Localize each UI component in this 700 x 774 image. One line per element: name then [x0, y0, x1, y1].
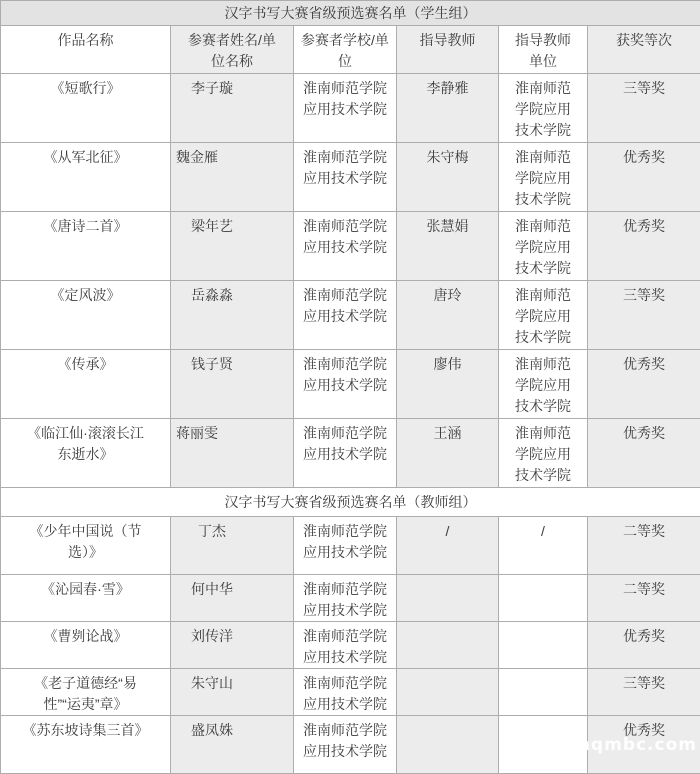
table-row — [1, 419, 700, 488]
participant-name-cell: 刘传洋 — [171, 622, 294, 669]
teacher-unit-cell: 淮南师范学院应用技术学院 — [499, 74, 588, 143]
participant-name-cell: 李子璇 — [171, 74, 294, 143]
teacher-section-body — [1, 517, 700, 774]
teacher-unit-cell: / — [499, 517, 588, 575]
participant-name-cell: 盛凤姝 — [171, 716, 294, 774]
award-cell: 优秀奖 — [588, 143, 700, 212]
participant-name-cell: 朱守山 — [171, 669, 294, 716]
column-header-participant-school: 参赛者学校/单位 — [294, 26, 397, 74]
teacher-name-cell: 朱守梅 — [397, 143, 499, 212]
teacher-name-cell — [397, 716, 499, 774]
award-cell: 优秀奖 — [588, 716, 700, 774]
teacher-name-cell: 李静雅 — [397, 74, 499, 143]
work-title-cell: 《少年中国说（节选）》 — [1, 517, 171, 575]
participant-name-cell: 蒋丽雯 — [171, 419, 294, 488]
work-title-cell: 《老子道德经“易性”“运夷”章》 — [1, 669, 171, 716]
award-cell: 二等奖 — [588, 575, 700, 622]
participant-school-cell: 淮南师范学院应用技术学院 — [294, 281, 397, 350]
table-header-row — [1, 26, 700, 74]
table-row — [1, 669, 700, 716]
award-cell: 优秀奖 — [588, 419, 700, 488]
teacher-name-cell: 王涵 — [397, 419, 499, 488]
participant-school-cell: 淮南师范学院应用技术学院 — [294, 622, 397, 669]
teacher-unit-cell — [499, 716, 588, 774]
column-header-participant-name: 参赛者姓名/单位名称 — [171, 26, 294, 74]
work-title-cell: 《苏东坡诗集三首》 — [1, 716, 171, 774]
work-title-cell: 《曹刿论战》 — [1, 622, 171, 669]
teacher-name-cell — [397, 575, 499, 622]
participant-school-cell: 淮南师范学院应用技术学院 — [294, 143, 397, 212]
table-row — [1, 281, 700, 350]
teacher-name-cell — [397, 622, 499, 669]
participant-school-cell: 淮南师范学院应用技术学院 — [294, 669, 397, 716]
teacher-unit-cell: 淮南师范学院应用技术学院 — [499, 212, 588, 281]
award-cell: 优秀奖 — [588, 350, 700, 419]
section-title-teachers: 汉字书写大赛省级预选赛名单（教师组） — [1, 488, 700, 517]
teacher-unit-cell — [499, 622, 588, 669]
teacher-unit-cell — [499, 575, 588, 622]
work-title-cell: 《从军北征》 — [1, 143, 171, 212]
work-title-cell: 《短歌行》 — [1, 74, 171, 143]
award-cell: 三等奖 — [588, 74, 700, 143]
table-row — [1, 143, 700, 212]
teacher-name-cell — [397, 669, 499, 716]
participant-name-cell: 岳淼淼 — [171, 281, 294, 350]
teacher-unit-cell: 淮南师范学院应用技术学院 — [499, 419, 588, 488]
teacher-unit-cell: 淮南师范学院应用技术学院 — [499, 143, 588, 212]
section-title-students: 汉字书写大赛省级预选赛名单（学生组） — [1, 1, 700, 26]
teacher-name-cell: 张慧娟 — [397, 212, 499, 281]
work-title-cell: 《传承》 — [1, 350, 171, 419]
participant-school-cell: 淮南师范学院应用技术学院 — [294, 419, 397, 488]
column-header-teacher-unit: 指导教师单位 — [499, 26, 588, 74]
participant-name-cell: 梁年艺 — [171, 212, 294, 281]
column-header-teacher: 指导教师 — [397, 26, 499, 74]
work-title-cell: 《定风波》 — [1, 281, 171, 350]
award-cell: 三等奖 — [588, 281, 700, 350]
participant-school-cell: 淮南师范学院应用技术学院 — [294, 212, 397, 281]
work-title-cell: 《沁园春·雪》 — [1, 575, 171, 622]
participant-school-cell: 淮南师范学院应用技术学院 — [294, 716, 397, 774]
teacher-unit-cell: 淮南师范学院应用技术学院 — [499, 281, 588, 350]
teacher-unit-cell: 淮南师范学院应用技术学院 — [499, 350, 588, 419]
teacher-name-cell: 唐玲 — [397, 281, 499, 350]
table-row — [1, 716, 700, 774]
participant-school-cell: 淮南师范学院应用技术学院 — [294, 350, 397, 419]
table-row — [1, 212, 700, 281]
award-cell: 三等奖 — [588, 669, 700, 716]
student-section-body — [1, 74, 700, 488]
teacher-name-cell: / — [397, 517, 499, 575]
participant-name-cell: 魏金雁 — [171, 143, 294, 212]
table-row — [1, 488, 700, 517]
column-header-award: 获奖等次 — [588, 26, 700, 74]
table-row — [1, 622, 700, 669]
table-row — [1, 575, 700, 622]
participant-name-cell: 钱子贤 — [171, 350, 294, 419]
watermark: whqmbc.com — [561, 735, 697, 755]
participant-school-cell: 淮南师范学院应用技术学院 — [294, 74, 397, 143]
participant-name-cell: 何中华 — [171, 575, 294, 622]
table-row — [1, 74, 700, 143]
award-cell: 二等奖 — [588, 517, 700, 575]
participant-school-cell: 淮南师范学院应用技术学院 — [294, 575, 397, 622]
table-row — [1, 517, 700, 575]
table-row — [1, 1, 700, 26]
column-header-work: 作品名称 — [1, 26, 171, 74]
table-row — [1, 350, 700, 419]
participant-school-cell: 淮南师范学院应用技术学院 — [294, 517, 397, 575]
teacher-name-cell: 廖伟 — [397, 350, 499, 419]
work-title-cell: 《唐诗二首》 — [1, 212, 171, 281]
award-cell: 优秀奖 — [588, 622, 700, 669]
award-cell: 优秀奖 — [588, 212, 700, 281]
participant-name-cell: 丁杰 — [171, 517, 294, 575]
work-title-cell: 《临江仙·滚滚长江东逝水》 — [1, 419, 171, 488]
teacher-unit-cell — [499, 669, 588, 716]
